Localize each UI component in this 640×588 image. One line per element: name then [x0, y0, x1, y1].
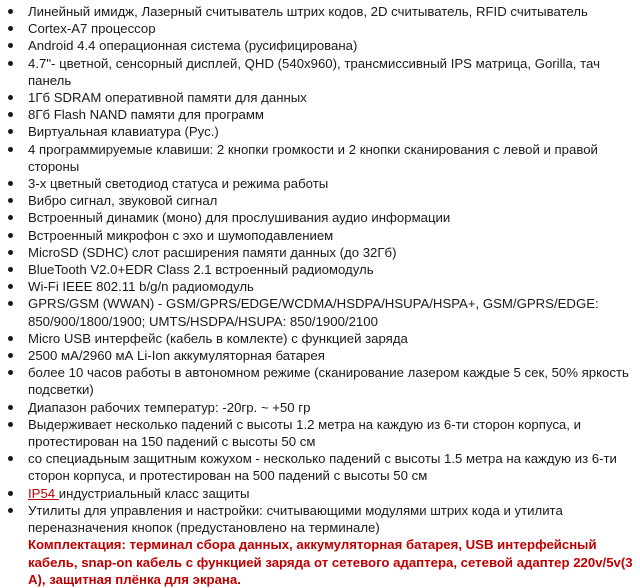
- list-item: [0, 123, 640, 140]
- bullet-icon: [8, 250, 13, 255]
- list-item: [0, 330, 640, 347]
- list-item: [0, 347, 640, 364]
- bullet-icon: [8, 405, 13, 410]
- bullet-icon: [8, 95, 13, 100]
- bullet-icon: [8, 267, 13, 272]
- feature-text: Android 4.4 операционная система (русифицирована): [28, 38, 358, 54]
- list-item: [0, 141, 640, 175]
- feature-text: MicroSD (SDHC) слот расширения памяти данных (до 32Гб): [28, 244, 397, 260]
- bullet-icon: [8, 129, 13, 134]
- list-item: [0, 295, 640, 329]
- list-item-ip54: [0, 485, 640, 502]
- bullet-icon: [8, 181, 13, 186]
- feature-list: [0, 3, 640, 536]
- bullet-icon: [8, 43, 13, 48]
- list-item: [0, 416, 640, 450]
- list-item: [0, 192, 640, 209]
- feature-text: 8Гб Flash NAND памяти для программ: [28, 107, 265, 123]
- feature-text: индустриальный класс защиты: [58, 485, 250, 501]
- bullet-icon: [8, 491, 13, 496]
- feature-text: Wi-Fi IEEE 802.11 b/g/n радиомодуль: [28, 279, 254, 295]
- feature-text: 4 программируемые клавиши: 2 кнопки громкости и 2 кнопки сканирования с левой и правой стороны: [28, 141, 598, 174]
- bullet-icon: [8, 215, 13, 220]
- list-item: [0, 20, 640, 37]
- feature-text: Встроенный динамик (моно) для прослушивания аудио информации: [28, 210, 451, 226]
- bullet-icon: [8, 284, 13, 289]
- list-item: [0, 106, 640, 123]
- feature-text: Встроенный микрофон с эхо и шумоподавлением: [28, 227, 334, 243]
- list-item: [0, 261, 640, 278]
- feature-text: 1Гб SDRAM оперативной памяти для данных: [28, 90, 307, 106]
- feature-text: 4.7"- цветной, сенсорный дисплей, QHD (540x960), трансмиссивный IPS матрица, Gorilla, тач панель: [28, 55, 600, 88]
- bullet-icon: [8, 147, 13, 152]
- list-item: [0, 244, 640, 261]
- list-item: [0, 502, 640, 536]
- bullet-icon: [8, 61, 13, 66]
- feature-text: со специадьным защитным кожухом - несколько падений с высоты 1.5 метра на каждую из 6-ти сторон корпуса, и протестирован на 500 падений с высоты 50 см: [28, 451, 617, 484]
- feature-text: 2500 мА/2960 мА Li-Ion аккумуляторная батарея: [28, 348, 325, 364]
- bullet-icon: [8, 336, 13, 341]
- list-item: [0, 3, 640, 20]
- ip54-link[interactable]: IP54: [28, 485, 59, 501]
- list-item: [0, 278, 640, 295]
- feature-text: Вибро сигнал, звуковой сигнал: [28, 193, 218, 209]
- bullet-icon: [8, 508, 13, 513]
- feature-text: 3-х цветный светодиод статуса и режима работы: [28, 176, 329, 192]
- list-item: [0, 450, 640, 484]
- bullet-icon: [8, 370, 13, 375]
- bullet-icon: [8, 456, 13, 461]
- bullet-icon: [8, 353, 13, 358]
- feature-text: Cortex-A7 процессор: [28, 21, 156, 37]
- feature-text: BlueTooth V2.0+EDR Class 2.1 встроенный радиомодуль: [28, 262, 374, 278]
- bullet-icon: [8, 422, 13, 427]
- feature-text: Линейный имидж, Лазерный считыватель штрих кодов, 2D считыватель, RFID считыватель: [28, 4, 588, 19]
- bullet-icon: [8, 198, 13, 203]
- package-contents: Комплектация: терминал сбора данных, аккумуляторная батарея, USB интерфейсный кабель, snap-on кабель с функцией заряда от сетевого адаптера, сетевой адаптер 220v/5v(3 A), защитная плёнка для экрана.: [28, 537, 633, 587]
- list-item: [0, 37, 640, 54]
- feature-text: Выдерживает несколько падений с высоты 1.2 метра на каждую из 6-ти сторон корпуса, и протестирован на 150 падений с высоты 50 см: [28, 416, 581, 450]
- bullet-icon: [8, 26, 13, 31]
- feature-text: Micro USB интерфейс (кабель в комлекте) с функцией заряда: [28, 330, 408, 346]
- bullet-icon: [8, 9, 13, 14]
- feature-text: Виртуальная клавиатура (Рус.): [28, 124, 219, 140]
- list-item: [0, 89, 640, 106]
- list-item: [0, 227, 640, 244]
- list-item: [0, 364, 640, 398]
- feature-text: GPRS/GSM (WWAN) - GSM/GPRS/EDGE/WCDMA/HSDPA/HSUPA/HSPA+, GSM/GPRS/EDGE: 850/900/1800/1900; UMTS/HSDPA/HSUPA: 850/1900/2100: [28, 296, 599, 329]
- feature-text: Диапазон рабочих температур: -20гр. ~ +50 гр: [28, 399, 311, 415]
- list-item: [0, 399, 640, 416]
- bullet-icon: [8, 301, 13, 306]
- list-item: [0, 55, 640, 89]
- feature-text: Утилиты для управления и настройки: считывающими модулями штрих кода и утилита переназначения кнопок (предустановлено на терминале): [28, 502, 563, 536]
- bullet-icon: [8, 112, 13, 117]
- list-item: [0, 175, 640, 192]
- list-item: [0, 209, 640, 226]
- bullet-icon: [8, 233, 13, 238]
- feature-text: более 10 часов работы в автономном режиме (сканирование лазером каждые 5 сек, 50% яркость подсветки): [28, 365, 629, 398]
